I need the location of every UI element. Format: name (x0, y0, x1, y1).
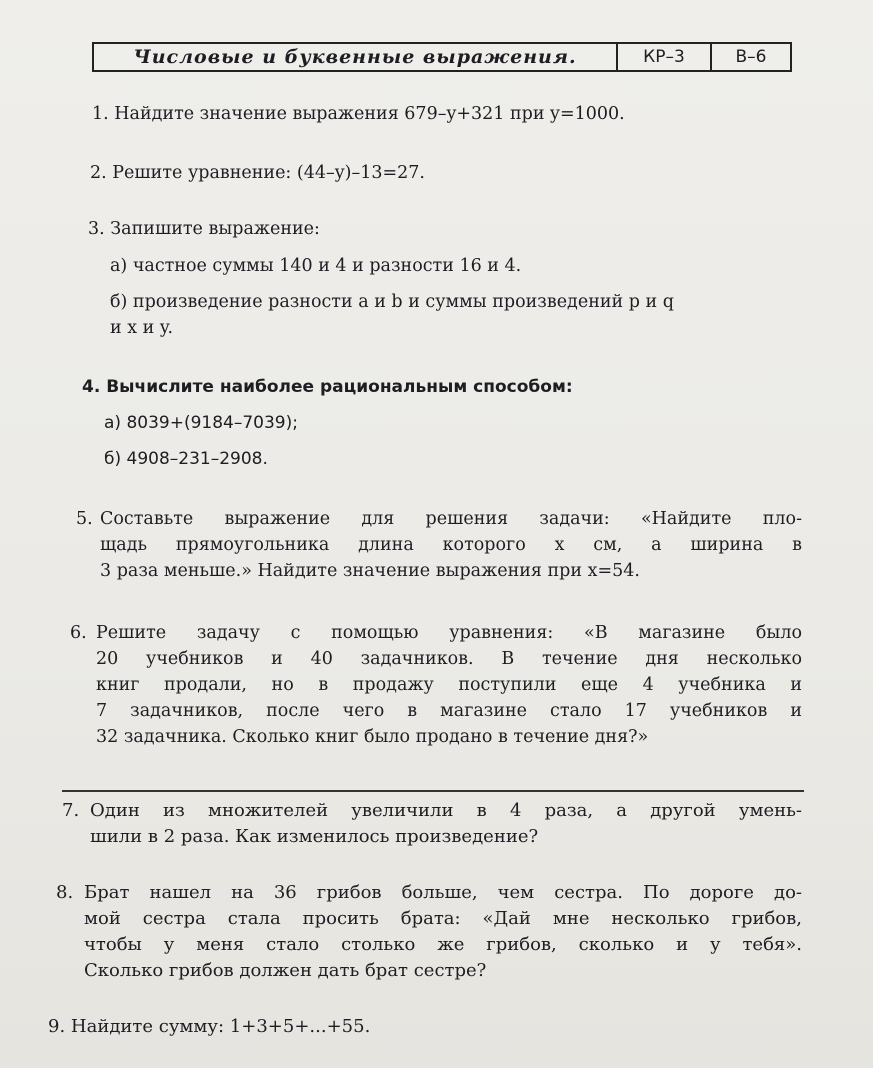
task-number: 9. (48, 1016, 66, 1037)
task-5 (76, 506, 802, 584)
task-text: Запишите выражение: (110, 219, 320, 239)
task-line: шили в 2 раза. Как изменилось произведение? (90, 826, 539, 847)
task-number: 8. (56, 882, 74, 903)
task-text: Вычислите наиболее рациональным способом: (106, 377, 573, 397)
task-line: Брат нашел на 36 грибов больше, чем сестра. По дороге до- (84, 882, 802, 903)
task-4-part-a: а) 8039+(9184–7039); (104, 413, 298, 433)
task-line: 3 раза меньше.» Найдите значение выражения при x=54. (100, 561, 640, 581)
task-line: книг продали, но в продажу поступили еще 4 учебника и (96, 675, 802, 695)
task-line: Решите задачу с помощью уравнения: «В магазине было (96, 623, 802, 643)
task-3-part-b: б) произведение разности a и b и суммы произведений p и q (110, 292, 674, 312)
task-number: 4. (82, 377, 101, 397)
task-text: Решите уравнение: (44–y)–13=27. (112, 163, 425, 183)
task-line: 20 учебников и 40 задачников. В течение дня несколько (96, 649, 802, 669)
task-9 (48, 1014, 370, 1040)
task-number: 6. (70, 623, 87, 643)
task-line: мой сестра стала просить брата: «Дай мне несколько грибов, (84, 908, 802, 929)
worksheet-title: Числовые и буквенные выражения. (94, 44, 618, 70)
task-line: щадь прямоугольника длина которого x см, а ширина в (100, 535, 802, 555)
task-text: Найдите сумму: 1+3+5+...+55. (70, 1016, 371, 1037)
task-1 (92, 101, 625, 127)
variant-label: В–6 (735, 47, 767, 67)
test-code: КР–3 (618, 44, 712, 70)
task-number: 3. (88, 219, 105, 239)
task-line: Сколько грибов должен дать брат сестре? (84, 960, 487, 981)
task-number: 1. (92, 104, 109, 124)
task-6 (70, 620, 802, 750)
task-4 (82, 374, 573, 472)
task-3 (88, 216, 803, 341)
task-text: Найдите значение выражения 679–y+321 при y=1000. (114, 104, 625, 124)
task-number: 2. (90, 163, 107, 183)
task-line: Один из множителей увеличили в 4 раза, а другой умень- (90, 800, 802, 821)
task-line: 32 задачника. Сколько книг было продано в течение дня?» (96, 727, 649, 747)
section-divider (62, 790, 804, 792)
task-2 (90, 160, 425, 186)
task-line: 7 задачников, после чего в магазине стало 17 учебников и (96, 701, 802, 721)
task-number: 5. (76, 509, 93, 529)
task-line: чтобы у меня стало столько же грибов, сколько и у тебя». (84, 934, 802, 955)
task-3-part-a: а) частное суммы 140 и 4 и разности 16 и 4. (110, 256, 522, 276)
task-number: 7. (62, 800, 80, 821)
task-line: Составьте выражение для решения задачи: «Найдите пло- (100, 509, 802, 529)
task-8 (56, 880, 802, 984)
task-7 (62, 798, 802, 850)
task-3-part-b-continued: и x и y. (110, 318, 174, 338)
task-4-part-b: б) 4908–231–2908. (104, 449, 268, 469)
worksheet-header (92, 42, 792, 72)
